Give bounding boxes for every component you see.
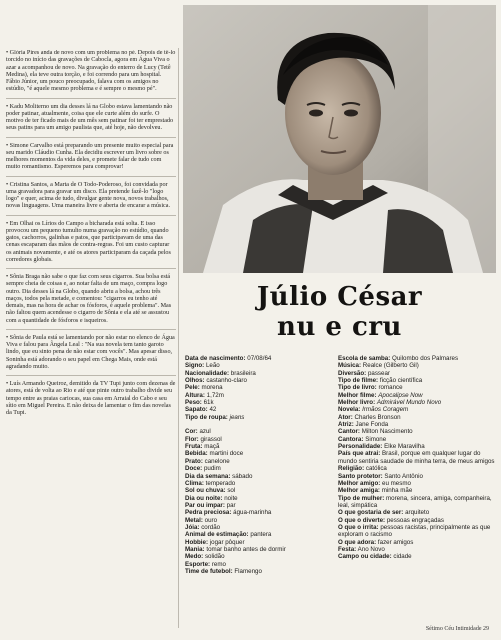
fact-row	[185, 465, 335, 472]
fact-spacer	[185, 421, 335, 428]
fact-value: par	[226, 501, 236, 509]
fact-row	[185, 392, 335, 399]
fact-value: passear	[367, 369, 390, 377]
headline-line-1: Júlio César	[256, 282, 423, 312]
fact-label: Data de nascimento:	[185, 355, 246, 362]
news-item: • Glória Pires anda de novo com um problema no pé. Depois de tê-lo torcido no início das gravações de Cabocla, agora em Água Viva o azar a acompanhou de novo. Na gravação do enterro de Lucy (Tetê Medina), ela teve outra torção, e foi correndo para um hospital. Fábio Júnior, um pouco preocupado, falava com os amigos no estúdio, "é aquele mesmo problema e é sempre o mesmo pé".	[6, 50, 176, 99]
fact-value: fazer amigos	[377, 538, 414, 546]
fact-label: Santo protetor:	[338, 472, 383, 480]
fact-row	[338, 421, 496, 428]
fact-value: Jane Fonda	[355, 421, 389, 429]
fact-row	[338, 524, 496, 539]
fact-row	[185, 546, 335, 553]
fact-value: tomar banho antes de dormir	[206, 545, 286, 553]
fact-row	[338, 355, 496, 362]
profile-facts-left	[185, 355, 335, 575]
fact-value: Leão	[205, 362, 220, 370]
fact-label: Tipo de livro:	[338, 384, 377, 392]
fact-row	[185, 362, 335, 369]
fact-label: Personalidade:	[338, 443, 383, 451]
fact-label: Clima:	[185, 479, 204, 487]
fact-value: água-marinha	[233, 509, 272, 517]
fact-label: Cantor:	[338, 428, 360, 436]
fact-row	[185, 450, 335, 457]
fact-label: Nacionalidade:	[185, 369, 230, 377]
fact-value: Flamengo	[234, 567, 262, 575]
fact-label: Pele:	[185, 384, 200, 392]
fact-value: Apocalipse Now	[378, 391, 423, 399]
fact-value: Milton Nascimento	[361, 428, 413, 436]
fact-value: cidade	[393, 553, 412, 561]
fact-row	[338, 392, 496, 399]
fact-label: Dia ou noite:	[185, 494, 223, 502]
fact-value: remo	[211, 560, 226, 568]
fact-row	[338, 553, 496, 560]
fact-label: Prato:	[185, 457, 203, 465]
gossip-column	[6, 50, 176, 625]
fact-row	[185, 539, 335, 546]
fact-row	[185, 436, 335, 443]
fact-label: Olhos:	[185, 377, 205, 385]
fact-value: Santo Antônio	[384, 472, 423, 480]
fact-label: Cantora:	[338, 435, 364, 443]
fact-label: Dia da semana:	[185, 472, 231, 480]
fact-row	[338, 517, 496, 524]
fact-row	[185, 487, 335, 494]
fact-row	[185, 406, 335, 413]
fact-row	[338, 384, 496, 391]
fact-value: eu mesmo	[382, 479, 411, 487]
fact-value: sol	[227, 487, 236, 495]
fact-label: Sol ou chuva:	[185, 487, 226, 495]
fact-label: Altura:	[185, 391, 205, 399]
fact-row	[338, 399, 496, 406]
fact-row	[185, 517, 335, 524]
fact-label: Cor:	[185, 428, 198, 436]
fact-row	[338, 377, 496, 384]
fact-value: Quilombo dos Palmares	[392, 355, 459, 362]
fact-row	[338, 414, 496, 421]
fact-label: Escola de samba:	[338, 355, 391, 362]
fact-row	[185, 370, 335, 377]
fact-label: Festa:	[338, 545, 357, 553]
fact-value: minha mãe	[381, 487, 413, 495]
fact-label: Tipo de filme:	[338, 377, 379, 385]
fact-value: pessoas engraçadas	[386, 516, 444, 524]
news-item: • Simone Carvalho está preparando um presente muito especial para seu marido Cláudio Cunha. Ela decidiu escrever um livro sobre os melhores momentos da vida deles, e promete falar de tudo com muito romantismo. Esperemos para comprovar!	[6, 143, 176, 177]
fact-value: noite	[224, 494, 238, 502]
fact-label: Música:	[338, 362, 362, 370]
fact-row	[185, 495, 335, 502]
fact-label: Fruta:	[185, 443, 203, 451]
fact-value: Realce (Gilberto Gil)	[362, 362, 419, 370]
fact-row	[338, 443, 496, 450]
fact-label: Melhor amigo:	[338, 479, 381, 487]
fact-row	[185, 561, 335, 568]
fact-row	[185, 355, 335, 362]
fact-value: Irmãos Coragem	[362, 406, 409, 414]
fact-value: brasileira	[230, 369, 256, 377]
news-item: • Sônia Braga não sabe o que faz com seus cigarros. Sua bolsa está sempre cheia de coisas e, ao notar falta de um maço, compra logo outro. Dia desses lá na Globo, quando abriu a bolsa, achou três maços, todos pela metade, e comentou: "cigarros eu tenho até demais, mas na hora de achar os fósforos, é aquele problema". Mas não faltou quem acendesse o cigarro de Sônia e ela até se assustou com a quantidade de fósforos e isqueiros.	[6, 274, 176, 330]
fact-row	[185, 443, 335, 450]
fact-row	[185, 384, 335, 391]
fact-label: Medo:	[185, 553, 204, 561]
fact-label: Sapato:	[185, 406, 208, 414]
fact-row	[338, 487, 496, 494]
fact-label: Melhor livro:	[338, 399, 376, 407]
fact-value: cordão	[201, 523, 221, 531]
fact-label: Signo:	[185, 362, 205, 370]
fact-value: 07/08/64	[247, 355, 272, 362]
fact-value: solidão	[204, 553, 225, 561]
fact-label: O que o irrita:	[338, 523, 379, 531]
fact-row	[338, 465, 496, 472]
fact-label: Jóia:	[185, 523, 200, 531]
fact-label: Hobbie:	[185, 538, 209, 546]
profile-facts-right	[338, 355, 496, 561]
fact-row	[338, 362, 496, 369]
article-headline	[183, 282, 496, 342]
fact-row	[338, 370, 496, 377]
fact-row	[185, 568, 335, 575]
fact-label: Bebida:	[185, 450, 208, 458]
fact-value: jogar pôquer	[209, 538, 245, 546]
fact-label: Par ou impar:	[185, 501, 225, 509]
fact-row	[338, 546, 496, 553]
fact-row	[185, 531, 335, 538]
fact-label: O que adora:	[338, 538, 377, 546]
fact-label: Atriz:	[338, 421, 354, 429]
fact-label: Diversão:	[338, 369, 367, 377]
fact-row	[338, 450, 496, 465]
fact-label: Metal:	[185, 516, 203, 524]
fact-label: País que atrai:	[338, 450, 381, 458]
news-item: • Luís Armando Queiroz, demitido da TV Tupi junto com dezenas de atores, está de volta ao Rio e até que pinte outro trabalho divide seu tempo entre as praias cariocas, sua casa em Arraial do Cabo e seu sítio em Miguel Pereira. E não deixa de lamentar o fim das novelas da Tupi.	[6, 381, 176, 416]
fact-row	[185, 473, 335, 480]
fact-value: pudim	[203, 465, 221, 473]
fact-label: Tipo de mulher:	[338, 494, 385, 502]
fact-value: 1,72m	[206, 391, 224, 399]
fact-value: Charles Bronson	[354, 413, 401, 421]
fact-value: pessoas racistas, principalmente as que exploram o racismo	[338, 523, 491, 539]
fact-value: castanho-claro	[206, 377, 247, 385]
news-item: • Cristina Santos, a Marta de O Todo-Poderoso, foi convidada por uma gravadora para gravar um disco. Ela pretende fazê-lo "logo logo" e quer, acima de tudo, divulgar gente nova, novos trabalhos, novas linguagens. Uma maneira livre e aberta de encarar a música.	[6, 182, 176, 216]
fact-value: Elke Maravilha	[384, 443, 425, 451]
headline-line-2: nu e cru	[277, 312, 402, 342]
fact-row	[185, 414, 335, 421]
fact-value: morena, sincera, amiga, companheira, leal, simpática	[338, 494, 492, 509]
fact-row	[185, 377, 335, 384]
fact-value: 61k	[203, 399, 214, 407]
fact-label: Pedra preciosa:	[185, 509, 232, 517]
fact-label: Ator:	[338, 413, 353, 421]
fact-value: azul	[199, 428, 211, 436]
column-divider	[178, 48, 179, 628]
fact-label: Esporte:	[185, 560, 211, 568]
portrait-photo	[183, 5, 496, 273]
fact-label: O que o diverte:	[338, 516, 386, 524]
fact-label: Flor:	[185, 435, 199, 443]
fact-label: Time de futebol:	[185, 567, 233, 575]
fact-label: Novela:	[338, 406, 361, 414]
fact-row	[338, 539, 496, 546]
fact-value: Simone	[365, 435, 387, 443]
fact-label: Animal de estimação:	[185, 531, 249, 539]
fact-label: Peso:	[185, 399, 202, 407]
fact-value: ficção científica	[379, 377, 423, 385]
fact-value: Admirável Mundo Novo	[376, 399, 442, 407]
fact-label: Doce:	[185, 465, 203, 473]
fact-value: girassol	[200, 435, 222, 443]
fact-value: ouro	[204, 516, 218, 524]
fact-value: sábado	[232, 472, 253, 480]
fact-row	[185, 502, 335, 509]
fact-row	[338, 406, 496, 413]
fact-value: jeans	[229, 413, 245, 421]
fact-value: canelone	[204, 457, 230, 465]
fact-row	[338, 495, 496, 510]
fact-value: temperado	[205, 479, 236, 487]
fact-row	[185, 509, 335, 516]
fact-value: 42	[209, 406, 217, 414]
fact-row	[185, 524, 335, 531]
fact-label: Mania:	[185, 545, 205, 553]
fact-row	[185, 458, 335, 465]
news-item: • Kadu Moliterno um dia desses lá na Globo estava lamentando não poder patinar, atualmente, coisa que ele curte além do surfe. O motivo de ter ficado mais de um mês sem patinar foi ter emprestado seus patins para um amigo paulista que, até hoje, não devolveu.	[6, 104, 176, 138]
fact-label: Religião:	[338, 465, 365, 473]
fact-value: Brasil, porque em qualquer lugar do mundo sentiria saudade de minha terra, de meus amigos	[338, 450, 495, 465]
fact-label: Melhor filme:	[338, 391, 377, 399]
fact-value: católica	[365, 465, 387, 473]
page-footer: Sétimo Céu Intimidade 29	[425, 626, 489, 632]
fact-value: maçã	[204, 443, 220, 451]
fact-row	[185, 480, 335, 487]
fact-value: romance	[378, 384, 403, 392]
fact-value: pantera	[250, 531, 272, 539]
fact-row	[338, 428, 496, 435]
fact-row	[338, 480, 496, 487]
news-item: • Em Olhai os Lírios do Campo a bicharada está solta. E isso provocou um pequeno tumulto numa gravação no estúdio, quando gatos, cachorros, galinhas e patos, que participavam de uma das cenas escaparam das mãos de contra-regras. Foi um custo capturar os animais novamente, e até os atores participaram da caçada pelos corredores globais.	[6, 221, 176, 270]
fact-row	[338, 436, 496, 443]
fact-value: morena	[201, 384, 223, 392]
fact-label: Campo ou cidade:	[338, 553, 392, 561]
fact-row	[185, 399, 335, 406]
news-item: • Sônia de Paula está se lamentando por não estar no elenco de Água Viva e falou para Ângela Leal : "Na sua novela tem tanto garoto lindo, que eu sinto pena de não estar com vocês". Mas apesar disso, Soninha está adorando o seu papel em Chega Mais, onde está agradando muito.	[6, 335, 176, 376]
fact-row	[185, 553, 335, 560]
fact-label: Tipo de roupa:	[185, 413, 228, 421]
fact-value: Ano Novo	[357, 545, 385, 553]
fact-label: Melhor amiga:	[338, 487, 380, 495]
fact-row	[185, 428, 335, 435]
fact-label: O que gostaria de ser:	[338, 509, 404, 517]
fact-value: martini doce	[209, 450, 244, 458]
fact-row	[338, 473, 496, 480]
fact-row	[338, 509, 496, 516]
fact-value: arquiteto	[405, 509, 430, 517]
